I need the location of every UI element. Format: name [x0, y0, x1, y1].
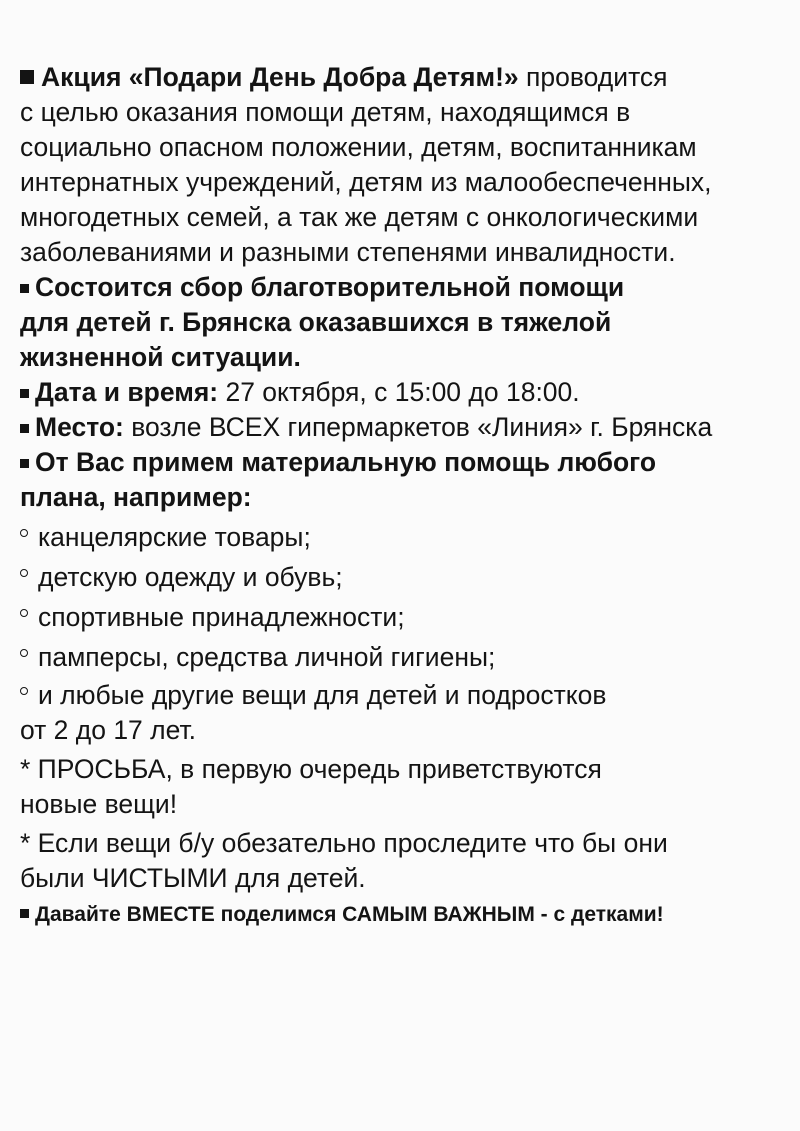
- list-item: [20, 517, 790, 557]
- list-item: [20, 637, 790, 677]
- square-bullet-icon: [20, 70, 34, 84]
- list-item-text: и любые другие вещи для детей и подростков: [38, 680, 607, 710]
- intro-line-1-rest: проводится: [518, 62, 668, 92]
- list-item-text: канцелярские товары;: [38, 522, 311, 552]
- collection-paragraph: [20, 270, 790, 375]
- list-item: [20, 677, 790, 713]
- intro-paragraph: [20, 60, 790, 270]
- list-item: [20, 597, 790, 637]
- intro-line-1: [20, 60, 790, 95]
- closing-text: Давайте ВМЕСТЕ поделимся САМЫМ ВАЖНЫМ - с детками!: [35, 903, 664, 926]
- items-tail: от 2 до 17 лет.: [20, 715, 197, 745]
- circle-bullet-icon: [20, 609, 28, 617]
- place-paragraph: [20, 410, 790, 445]
- square-bullet-icon: [20, 389, 29, 398]
- used-line-2: были ЧИСТЫМИ для детей.: [20, 863, 366, 893]
- place-label: Место:: [35, 412, 124, 442]
- items-list: [20, 517, 790, 748]
- intro-line-6: заболеваниями и разными степенями инвалидности.: [20, 237, 676, 267]
- help-line-1-text: От Вас примем материальную помощь любого: [35, 447, 657, 477]
- circle-bullet-icon: [20, 649, 28, 657]
- collection-line-3: жизненной ситуации.: [20, 342, 301, 372]
- square-bullet-icon: [20, 909, 29, 918]
- square-bullet-icon: [20, 284, 29, 293]
- request-line-2: новые вещи!: [20, 789, 178, 819]
- request-line-1: * ПРОСЬБА, в первую очередь приветствуются: [20, 754, 602, 784]
- collection-line-1: [20, 270, 790, 305]
- intro-line-3: социально опасном положении, детям, воспитанникам: [20, 132, 697, 162]
- help-line-2: плана, например:: [20, 482, 252, 512]
- datetime-paragraph: [20, 375, 790, 410]
- datetime-value: 27 октября, с 15:00 до 18:00.: [218, 377, 580, 407]
- intro-line-4: интернатных учреждений, детям из малообеспеченных,: [20, 167, 712, 197]
- square-bullet-icon: [20, 459, 29, 468]
- used-items-paragraph: [20, 826, 790, 896]
- help-line-1: [20, 445, 790, 480]
- list-item-text: детскую одежду и обувь;: [38, 562, 343, 592]
- square-bullet-icon: [20, 424, 29, 433]
- request-paragraph: [20, 752, 790, 822]
- collection-line-2: для детей г. Брянска оказавшихся в тяжелой: [20, 307, 612, 337]
- closing-line: [20, 900, 790, 930]
- place-value: возле ВСЕХ гипермаркетов «Линия» г. Брянска: [123, 412, 713, 442]
- used-line-1: * Если вещи б/у обезательно проследите что бы они: [20, 828, 668, 858]
- collection-line-1-text: Состоится сбор благотворительной помощи: [35, 272, 625, 302]
- circle-bullet-icon: [20, 529, 28, 537]
- list-item-text: памперсы, средства личной гигиены;: [38, 642, 496, 672]
- list-item: [20, 557, 790, 597]
- list-item-text: спортивные принадлежности;: [38, 602, 405, 632]
- intro-line-2: с целью оказания помощи детям, находящимся в: [20, 97, 631, 127]
- help-paragraph: [20, 445, 790, 515]
- intro-line-5: многодетных семей, а так же детям с онкологическими: [20, 202, 699, 232]
- circle-bullet-icon: [20, 687, 28, 695]
- circle-bullet-icon: [20, 569, 28, 577]
- campaign-title: Акция «Подари День Добра Детям!»: [41, 62, 519, 92]
- datetime-label: Дата и время:: [35, 377, 219, 407]
